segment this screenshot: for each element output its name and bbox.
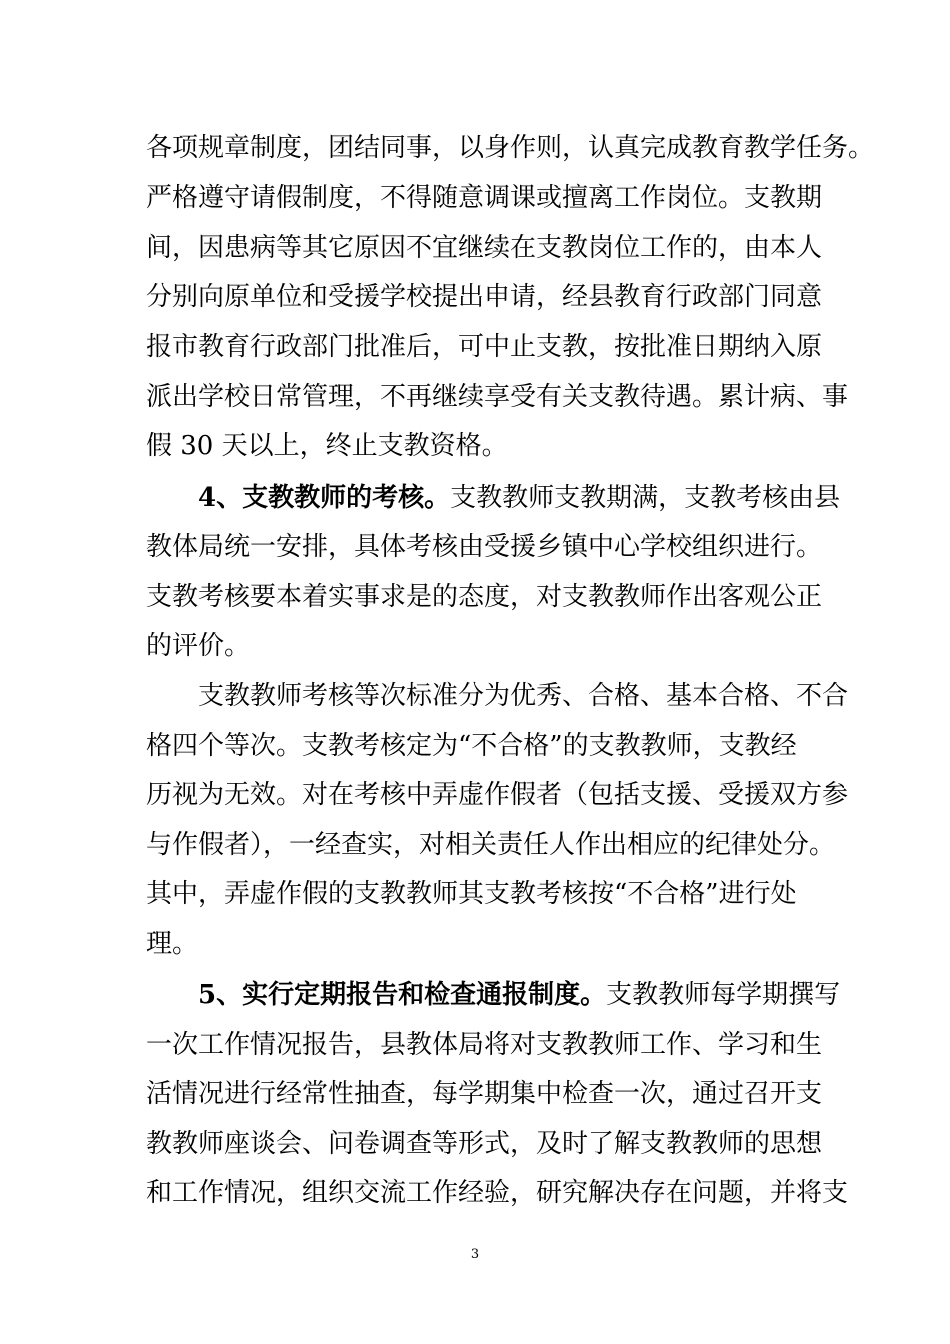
text-line: 间，因患病等其它原因不宜继续在支教岗位工作的，由本人 xyxy=(146,233,823,263)
text-line: 理。 xyxy=(146,929,199,959)
text-line-indented: 支教教师考核等次标准分为优秀、合格、基本合格、不合 xyxy=(198,681,849,711)
section-heading: 5、实行定期报告和检查通报制度。 xyxy=(198,980,607,1010)
text-line: 支教考核要本着实事求是的态度，对支教教师作出客观公正 xyxy=(146,582,823,612)
text-line: 各项规章制度，团结同事，以身作则，认真完成教育教学任务。 xyxy=(146,133,875,163)
text-line: 分别向原单位和受援学校提出申请，经县教育行政部门同意 xyxy=(146,282,823,312)
text-line: 派出学校日常管理，不再继续享受有关支教待遇。累计病、事 xyxy=(146,382,849,412)
text-line: 教体局统一安排，具体考核由受援乡镇中心学校组织进行。 xyxy=(146,532,823,562)
text-line: 活情况进行经常性抽查，每学期集中检查一次，通过召开支 xyxy=(146,1079,823,1109)
text-run: 支教教师支教期满，支教考核由县 xyxy=(450,483,841,513)
page-number: 3 xyxy=(470,1247,480,1262)
section-heading-line xyxy=(198,478,841,518)
text-line: 格四个等次。支教考核定为“不合格”的支教教师，支教经 xyxy=(146,731,797,761)
text-line: 报市教育行政部门批准后，可中止支教，按批准日期纳入原 xyxy=(146,332,823,362)
text-line: 其中，弄虚作假的支教教师其支教考核按“不合格”进行处 xyxy=(146,879,797,909)
text-line: 和工作情况，组织交流工作经验，研究解决存在问题，并将支 xyxy=(146,1178,849,1208)
text-line: 教教师座谈会、问卷调查等形式，及时了解支教教师的思想 xyxy=(146,1129,823,1159)
text-line: 历视为无效。对在考核中弄虚作假者（包括支援、受援双方参 xyxy=(146,780,849,810)
text-line: 一次工作情况报告，县教体局将对支教教师工作、学习和生 xyxy=(146,1030,823,1060)
text-line: 与作假者），一经查实，对相关责任人作出相应的纪律处分。 xyxy=(146,830,836,860)
section-heading: 4、支教教师的考核。 xyxy=(198,483,451,513)
text-run: 支教教师每学期撰写 xyxy=(606,980,841,1010)
text-line: 的评价。 xyxy=(146,631,251,661)
text-line: 严格遵守请假制度，不得随意调课或擅离工作岗位。支教期 xyxy=(146,183,823,213)
text-line: 假 30 天以上，终止支教资格。 xyxy=(146,431,508,461)
section-heading-line xyxy=(198,975,841,1015)
